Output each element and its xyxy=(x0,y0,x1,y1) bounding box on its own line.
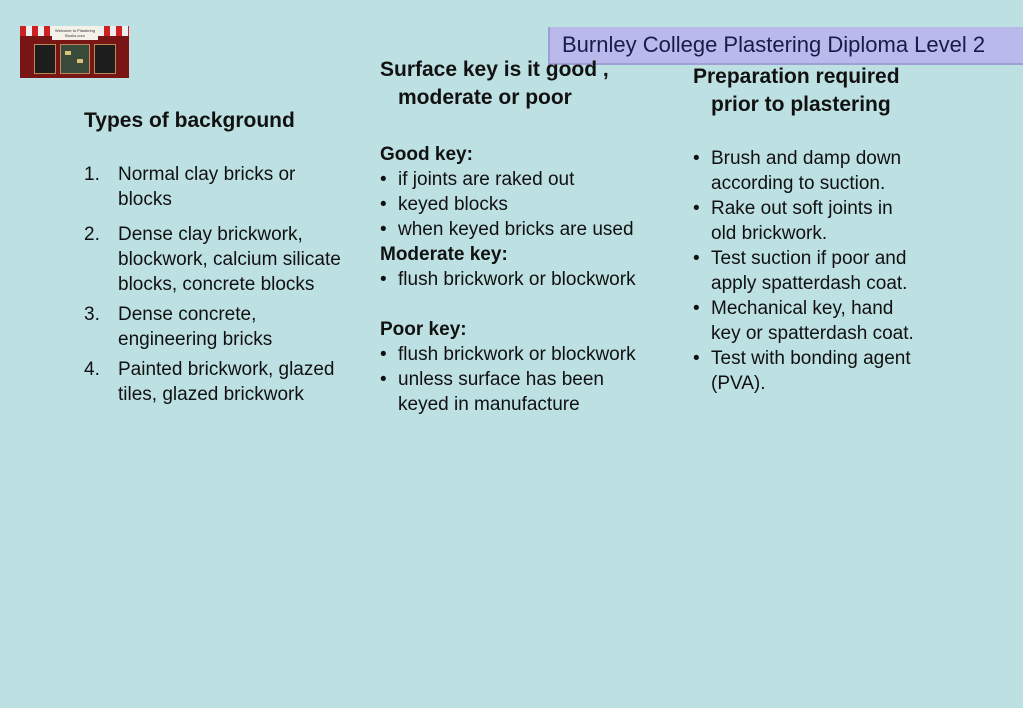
list-item xyxy=(380,367,650,417)
list-item xyxy=(380,342,650,367)
bullet-icon: • xyxy=(693,148,700,169)
list-item-text: Painted brickwork, glazed tiles, glazed brickwork xyxy=(118,359,335,405)
poor-key-heading: Poor key: xyxy=(380,319,467,340)
list-item-text: flush brickwork or blockwork xyxy=(398,269,636,290)
list-item xyxy=(380,217,650,242)
moderate-key-list xyxy=(380,267,650,292)
preparation-heading: Preparation required prior to plastering xyxy=(693,65,900,116)
list-item-text: keyed blocks xyxy=(398,194,508,215)
list-item-text: Dense concrete, engineering bricks xyxy=(118,304,273,350)
good-key-list xyxy=(380,167,650,242)
types-of-background-column xyxy=(84,107,354,407)
bullet-icon: • xyxy=(380,269,387,290)
logo-window-right xyxy=(94,44,116,74)
list-item-text: Test suction if poor and apply spatterdash coat. xyxy=(711,248,908,294)
list-item xyxy=(84,162,354,212)
background-types-list xyxy=(84,162,354,407)
surface-key-column xyxy=(380,56,650,417)
bullet-icon: • xyxy=(380,369,387,390)
list-item xyxy=(693,246,923,296)
list-item xyxy=(84,357,354,407)
bullet-icon: • xyxy=(380,169,387,190)
list-item-text: Mechanical key, hand key or spatterdash coat. xyxy=(711,298,914,344)
list-item-text: unless surface has been keyed in manufacture xyxy=(398,369,604,415)
list-number: 4. xyxy=(84,359,100,380)
list-item xyxy=(693,146,923,196)
bullet-icon: • xyxy=(693,198,700,219)
list-item xyxy=(693,196,923,246)
list-item-text: flush brickwork or blockwork xyxy=(398,344,636,365)
bullet-icon: • xyxy=(380,219,387,240)
list-number: 2. xyxy=(84,224,100,245)
logo-window-item xyxy=(65,51,71,55)
preparation-list xyxy=(693,146,923,396)
list-item xyxy=(84,222,354,297)
logo-window-center xyxy=(60,44,90,74)
logo-window-item xyxy=(77,59,83,63)
list-number: 3. xyxy=(84,304,100,325)
list-item xyxy=(84,302,354,352)
types-of-background-heading: Types of background xyxy=(84,109,295,132)
list-number: 1. xyxy=(84,164,100,185)
good-key-heading: Good key: xyxy=(380,144,473,165)
bullet-icon: • xyxy=(693,348,700,369)
bullet-icon: • xyxy=(380,344,387,365)
surface-key-heading: Surface key is it good , moderate or poor xyxy=(380,58,609,109)
list-item xyxy=(380,192,650,217)
list-item xyxy=(380,167,650,192)
preparation-column xyxy=(693,63,923,396)
moderate-key-heading: Moderate key: xyxy=(380,244,508,265)
bullet-icon: • xyxy=(380,194,387,215)
poor-key-list xyxy=(380,342,650,417)
bullet-icon: • xyxy=(693,248,700,269)
list-item xyxy=(693,296,923,346)
plastering-books-logo xyxy=(20,26,129,78)
list-item-text: Rake out soft joints in old brickwork. xyxy=(711,198,893,244)
list-item-text: Test with bonding agent (PVA). xyxy=(711,348,911,394)
list-item-text: Normal clay bricks or blocks xyxy=(118,164,296,210)
list-item-text: Brush and damp down according to suction. xyxy=(711,148,902,194)
list-item xyxy=(693,346,923,396)
course-title-banner: Burnley College Plastering Diploma Level 2 xyxy=(548,27,1023,65)
logo-sign: Welcome to Plastering Books.com xyxy=(52,26,98,40)
list-item-text: Dense clay brickwork, blockwork, calcium silicate blocks, concrete blocks xyxy=(118,224,341,295)
list-item xyxy=(380,267,650,292)
list-item-text: when keyed bricks are used xyxy=(398,219,634,240)
logo-window-left xyxy=(34,44,56,74)
spacer xyxy=(380,292,650,317)
list-item-text: if joints are raked out xyxy=(398,169,575,190)
bullet-icon: • xyxy=(693,298,700,319)
